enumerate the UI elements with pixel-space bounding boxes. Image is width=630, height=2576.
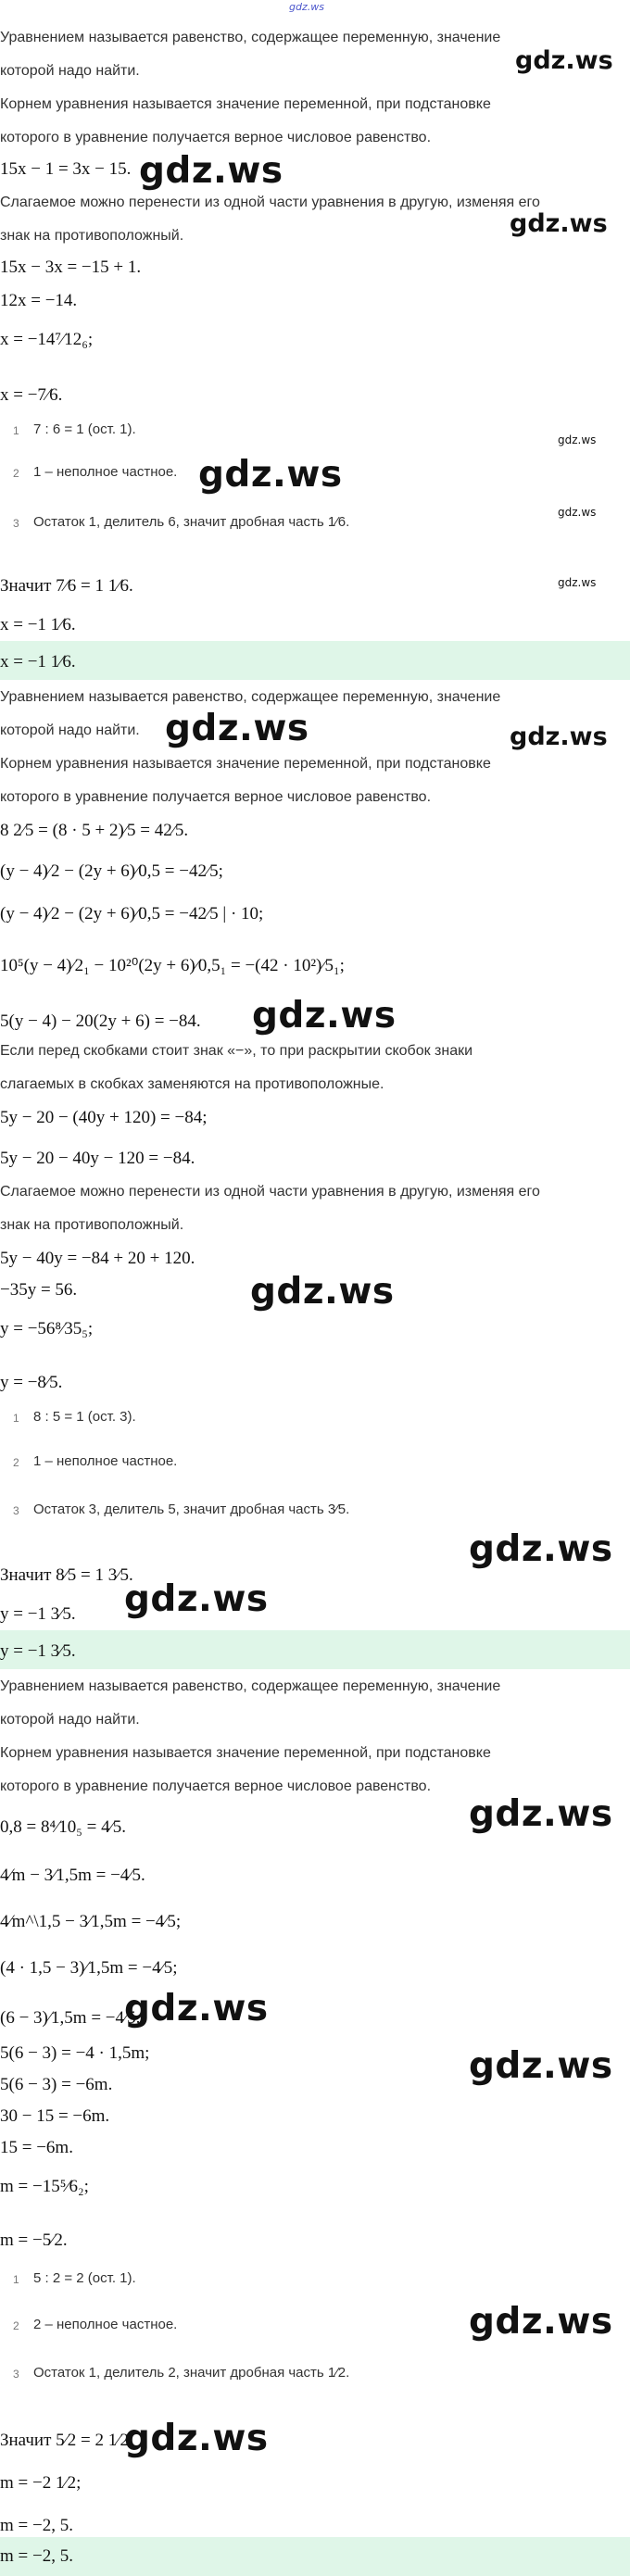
equation-line: Значит 5⁄2 = 2 1⁄2. [0,2431,133,2450]
equation-line: 15x − 3x = −15 + 1. [0,258,142,277]
equation-line: Значит 8⁄5 = 1 3⁄5. [0,1565,133,1585]
watermark: gdz.ws [250,1271,395,1313]
equation-line: 12x = −14. [0,291,78,310]
equation-line: m = −5⁄2. [0,2230,68,2250]
rule-brackets: Если перед скобками стоит знак «−», то при раскрытии скобок знаки [0,1043,473,1059]
watermark: gdz.ws [198,454,343,496]
definition-root: Корнем уравнения называется значение переменной, при подстановке [0,1745,491,1761]
equation-line: Значит 7⁄6 = 1 1⁄6. [0,576,133,596]
answer-highlight [0,641,630,680]
step-text: 1 – неполное частное. [33,464,178,480]
answer-highlight [0,1630,630,1669]
answer-line: m = −2, 5. [0,2546,73,2566]
step-number: 1 [13,1412,19,1425]
step-text: Остаток 3, делитель 5, значит дробная часть 3⁄5. [33,1502,350,1517]
equation-line: (y − 4)⁄2 − (2y + 6)⁄0,5 = −42⁄5 | · 10; [0,904,264,924]
answer-highlight [0,2537,630,2576]
equation-line: 5y − 40y = −84 + 20 + 120. [0,1249,195,1268]
watermark: gdz.ws [515,46,613,75]
equation-line: 4⁄m − 3⁄1,5m = −4⁄5. [0,1866,145,1885]
equation-line: 5(6 − 3) = −4 · 1,5m; [0,2043,150,2063]
equation-line: 5(y − 4) − 20(2y + 6) = −84. [0,1012,201,1031]
step-text: 8 : 5 = 1 (ост. 3). [33,1409,136,1425]
equation-line: 10⁵(y − 4)⁄2₁ − 10²⁰(2y + 6)⁄0,5₁ = −(42 · 10²)⁄5₁; [0,956,345,975]
definition-equation: Уравнением называется равенство, содержащее переменную, значение [0,689,501,705]
watermark: gdz.ws [469,2301,613,2343]
answer-line: y = −1 3⁄5. [0,1641,76,1661]
equation-line: (6 − 3)⁄1,5m = −4⁄5. [0,2008,141,2028]
definition-equation-cont: которой надо найти. [0,1712,140,1728]
step-text: 7 : 6 = 1 (ост. 1). [33,421,136,437]
rule-move-term: Слагаемое можно перенести из одной части уравнения в другую, изменяя его [0,195,540,210]
watermark: gdz.ws [124,1988,269,2029]
equation-line: x = −14⁷⁄12₆; [0,330,94,349]
rule-move-term-cont: знак на противоположный. [0,228,184,244]
watermark: gdz.ws [252,995,397,1037]
definition-equation-cont: которой надо найти. [0,63,140,79]
definition-root: Корнем уравнения называется значение переменной, при подстановке [0,96,491,112]
equation-line: 15x − 1 = 3x − 15. [0,159,132,179]
step-number: 2 [13,467,19,480]
step-number: 1 [13,2273,19,2286]
equation-line: (4 · 1,5 − 3)⁄1,5m = −4⁄5; [0,1958,178,1978]
watermark: gdz.ws [558,506,597,519]
equation-line: 5y − 20 − 40y − 120 = −84. [0,1149,195,1168]
equation-line: 0,8 = 8⁴⁄10₅ = 4⁄5. [0,1817,127,1837]
watermark: gdz.ws [558,576,597,589]
step-text: 1 – неполное частное. [33,1453,178,1469]
watermark: gdz.ws [510,209,608,238]
step-number: 3 [13,2368,19,2381]
equation-line: 8 2⁄5 = (8 · 5 + 2)⁄5 = 42⁄5. [0,821,189,840]
watermark: gdz.ws [124,1578,269,1620]
equation-line: 5y − 20 − (40y + 120) = −84; [0,1108,208,1127]
step-text: Остаток 1, делитель 6, значит дробная часть 1⁄6. [33,514,350,530]
rule-move-term: Слагаемое можно перенести из одной части уравнения в другую, изменяя его [0,1184,540,1200]
watermark: gdz.ws [510,723,608,751]
step-number: 3 [13,517,19,530]
watermark: gdz.ws [165,708,309,749]
equation-line: x = −7⁄6. [0,385,63,405]
header-watermark: gdz.ws [289,1,324,13]
rule-brackets-cont: слагаемых в скобках заменяются на противоположные. [0,1076,384,1092]
definition-equation: Уравнением называется равенство, содержащее переменную, значение [0,1678,501,1694]
equation-line: y = −8⁄5. [0,1373,63,1392]
equation-line: y = −1 3⁄5. [0,1604,76,1624]
equation-line: y = −56⁸⁄35₅; [0,1319,94,1338]
definition-equation: Уравнением называется равенство, содержащее переменную, значение [0,30,501,45]
equation-line: m = −2 1⁄2; [0,2473,82,2493]
equation-line: (y − 4)⁄2 − (2y + 6)⁄0,5 = −42⁄5; [0,861,223,881]
watermark: gdz.ws [469,1528,613,1570]
step-text: 2 – неполное частное. [33,2317,178,2332]
definition-equation-cont: которой надо найти. [0,723,140,738]
watermark: gdz.ws [124,2418,269,2459]
rule-move-term-cont: знак на противоположный. [0,1217,184,1233]
step-text: Остаток 1, делитель 2, значит дробная часть 1⁄2. [33,2365,350,2381]
equation-line: x = −1 1⁄6. [0,615,76,635]
step-text: 5 : 2 = 2 (ост. 1). [33,2270,136,2286]
watermark: gdz.ws [469,1793,613,1835]
equation-line: 15 = −6m. [0,2138,73,2157]
step-number: 3 [13,1504,19,1517]
step-number: 2 [13,2319,19,2332]
equation-line: 4⁄m^\1,5 − 3⁄1,5m = −4⁄5; [0,1912,182,1931]
equation-line: 5(6 − 3) = −6m. [0,2075,113,2094]
step-number: 2 [13,1456,19,1469]
step-number: 1 [13,424,19,437]
definition-root-cont: которого в уравнение получается верное числовое равенство. [0,789,432,805]
definition-root-cont: которого в уравнение получается верное числовое равенство. [0,130,432,145]
answer-line: x = −1 1⁄6. [0,652,76,672]
watermark: gdz.ws [139,150,284,192]
watermark: gdz.ws [469,2045,613,2087]
equation-line: m = −2, 5. [0,2516,73,2535]
equation-line: 30 − 15 = −6m. [0,2106,110,2126]
equation-line: −35y = 56. [0,1280,78,1300]
watermark: gdz.ws [558,434,597,446]
equation-line: m = −15⁵⁄6₂; [0,2177,89,2196]
definition-root-cont: которого в уравнение получается верное числовое равенство. [0,1778,432,1794]
definition-root: Корнем уравнения называется значение переменной, при подстановке [0,756,491,772]
